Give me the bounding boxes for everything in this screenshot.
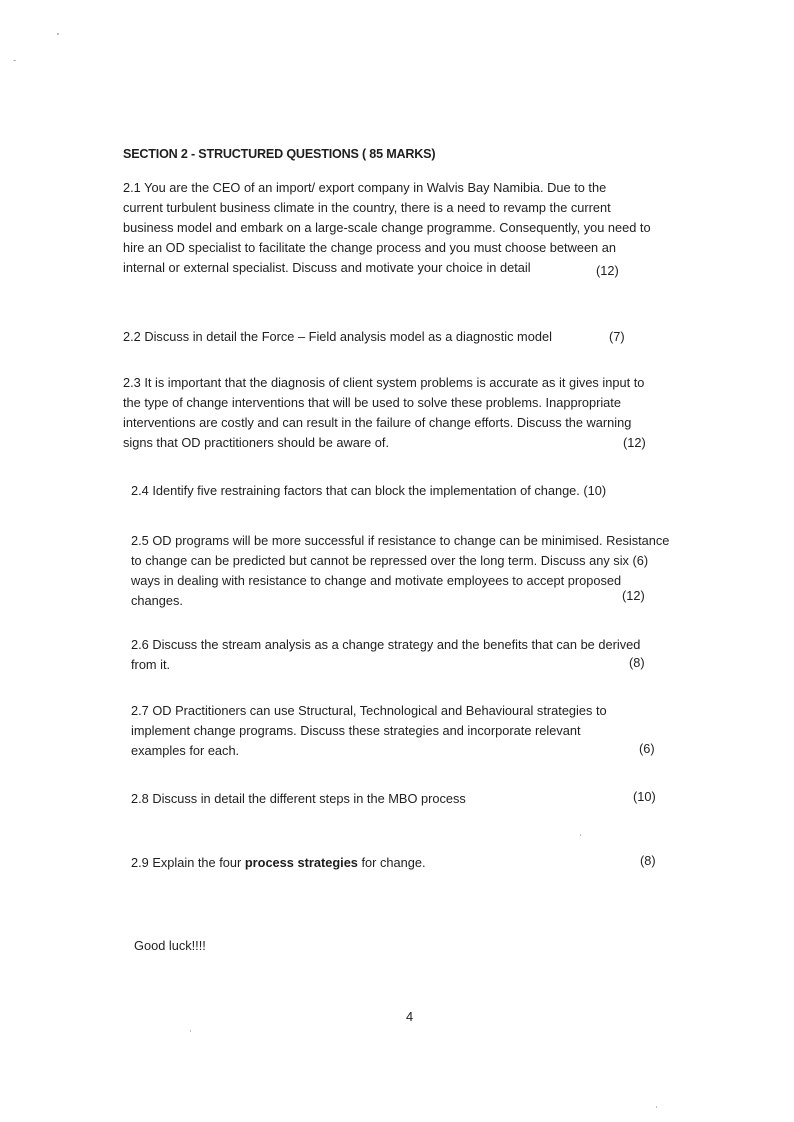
section-heading: SECTION 2 - STRUCTURED QUESTIONS ( 85 MARKS) [123,147,436,161]
question-text: for change. [357,855,426,870]
question-2-8 [131,789,466,809]
question-text-line: 2.6 Discuss the stream analysis as a change strategy and the benefits that can be derived [131,637,641,652]
marks-2-9: (8) [640,853,656,868]
question-text-line: to change can be predicted but cannot be repressed over the long term. Discuss any six (6) [131,553,649,568]
question-text-line: 2.3 It is important that the diagnosis of client system problems is accurate as it gives input to [123,375,645,390]
question-text-line: current turbulent business climate in the country, there is a need to revamp the current [123,200,611,215]
marks-2-2: (7) [609,329,625,344]
question-text-line: 2.5 OD programs will be more successful if resistance to change can be minimised. Resistance [131,533,670,548]
marks-2-6: (8) [629,655,645,670]
scan-speck [190,1030,191,1032]
question-text-line: internal or external specialist. Discuss and motivate your choice in detail [123,260,531,275]
question-text-line: ways in dealing with resistance to change and motivate employees to accept proposed [131,573,622,588]
question-text-line: interventions are costly and can result in the failure of change efforts. Discuss the warning [123,415,632,430]
marks-2-7: (6) [639,741,655,756]
scan-speck [580,834,581,836]
marks-2-3: (12) [623,435,646,450]
question-bold-term: process strategies [244,855,358,870]
question-text-line: hire an OD specialist to facilitate the change process and you must choose between an [123,240,616,255]
question-2-4 [131,481,606,501]
closing-text: Good luck!!!! [134,938,206,953]
marks-2-5: (12) [622,588,645,603]
question-text: 2.9 Explain the four [131,855,245,870]
question-2-6 [131,635,679,675]
question-text-line: 2.8 Discuss in detail the different steps in the MBO process [131,791,466,806]
question-text-line: implement change programs. Discuss these strategies and incorporate relevant [131,723,581,738]
marks-2-1: (12) [596,263,619,278]
question-text-line: changes. [131,593,183,608]
question-text-line: from it. [131,657,171,672]
marks-2-8: (10) [633,789,656,804]
scan-speck [13,60,16,61]
scan-speck [57,33,59,35]
question-text-line: 2.1 You are the CEO of an import/ export company in Walvis Bay Namibia. Due to the [123,180,607,195]
question-2-5 [131,531,679,611]
question-2-3 [123,373,689,453]
question-text-line: 2.7 OD Practitioners can use Structural, Technological and Behavioural strategies to [131,703,607,718]
question-2-9 [131,853,426,873]
question-text-line: 2.2 Discuss in detail the Force – Field analysis model as a diagnostic model [123,329,552,344]
question-text-line: examples for each. [131,743,240,758]
scan-speck [656,1106,657,1108]
page-number: 4 [406,1009,414,1024]
question-text-line: business model and embark on a large-scale change programme. Consequently, you need to [123,220,651,235]
question-text-line: signs that OD practitioners should be aware of. [123,435,390,450]
question-2-2 [123,327,552,347]
question-text-line [131,853,426,873]
question-text-line: 2.4 Identify five restraining factors that can block the implementation of change. (10) [131,483,607,498]
question-2-7 [131,701,679,761]
question-text-line: the type of change interventions that will be used to solve these problems. Inappropriate [123,395,621,410]
